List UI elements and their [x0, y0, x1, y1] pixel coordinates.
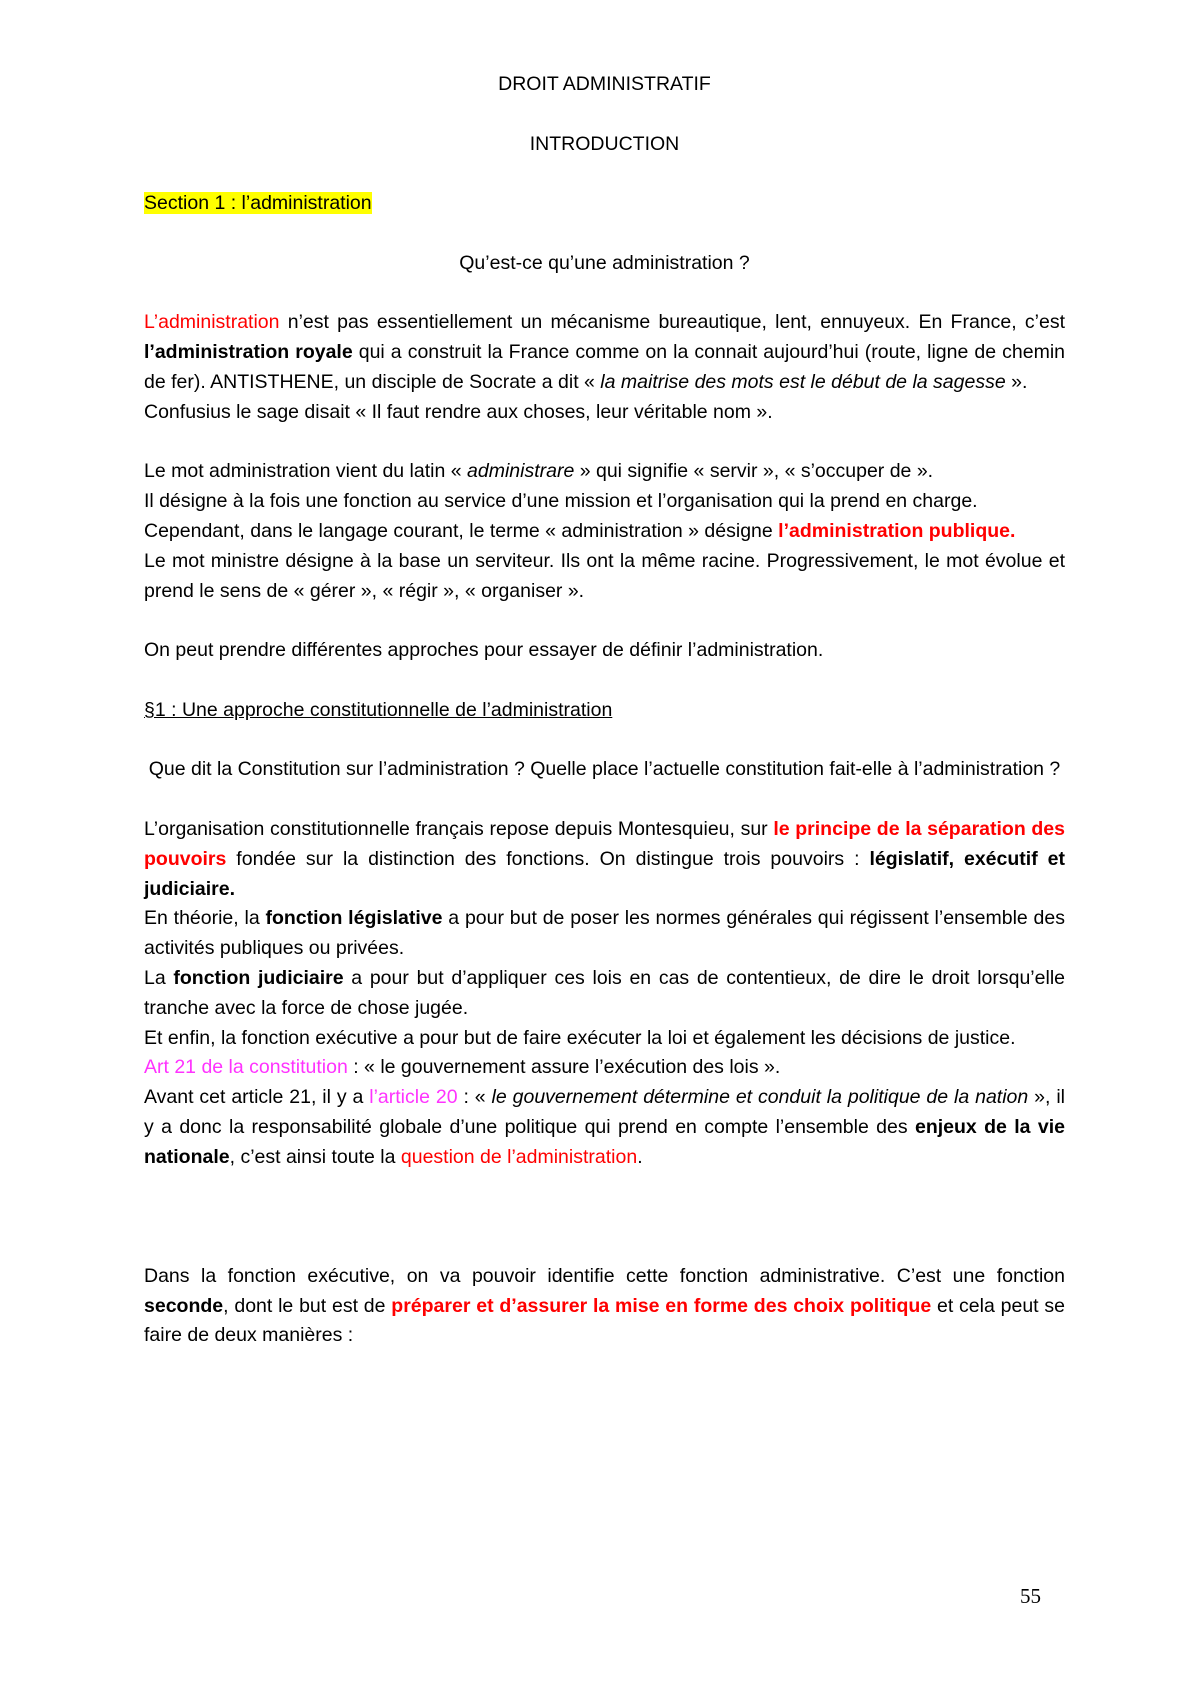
p13-ref: l’article 20: [369, 1086, 458, 1109]
p5-term: l’administration publique.: [778, 519, 1016, 542]
p3-latin: administrare: [467, 460, 575, 483]
p13-term: question de l’administration: [400, 1145, 638, 1168]
p13-text-b: : «: [457, 1086, 492, 1109]
subsection-heading: [144, 696, 1065, 726]
paragraph-5: [144, 517, 1065, 547]
p10-text-a: La: [144, 966, 174, 989]
p13-text-d: , c’est ainsi toute la: [229, 1145, 401, 1168]
p1-text-a: n’est pas essentiellement un mécanisme bureautique, lent, ennuyeux. En France, c’est: [279, 311, 1065, 334]
doc-subtitle: INTRODUCTION: [529, 132, 680, 155]
doc-title: DROIT ADMINISTRATIF: [498, 73, 711, 95]
paragraph-6: Le mot ministre désigne à la base un serviteur. Ils ont la même racine. Progressivement, le mot évolue et prend le sens de « gérer », « régir », « organiser ».: [144, 549, 1065, 602]
paragraph-2: Confusius le sage disait « Il faut rendre aux choses, leur véritable nom ».: [144, 400, 773, 423]
p3-text-b: » qui signifie « servir », « s’occuper de ».: [574, 460, 934, 483]
p1-quote: la maitrise des mots est le début de la sagesse: [600, 370, 1006, 393]
paragraph-11: Et enfin, la fonction exécutive a pour but de faire exécuter la loi et également les décisions de justice.: [144, 1026, 1016, 1049]
p10-bold: fonction judiciaire: [173, 966, 344, 989]
p14-term: préparer et d’assurer la mise en forme des choix politique: [391, 1294, 932, 1317]
p13-quote: le gouvernement détermine et conduit la politique de la nation: [491, 1086, 1029, 1109]
p10-text-b: a pour but d’appliquer ces lois en cas de contentieux, de dire le droit lorsqu’elle tranche avec la force de chose jugée.: [144, 966, 1065, 1019]
paragraph-4: Il désigne à la fois une fonction au service d’une mission et l’organisation qui la prend en charge.: [144, 490, 978, 513]
p1-text-c: ».: [1005, 370, 1028, 393]
p13-text-a: Avant cet article 21, il y a: [144, 1086, 370, 1109]
document-page: [144, 70, 1065, 1351]
p3-text-a: Le mot administration vient du latin «: [144, 460, 468, 483]
p8-bold: législatif, exécutif et judiciaire.: [144, 847, 1065, 900]
p1-term: L’administration: [144, 311, 280, 334]
paragraph-12: [144, 1053, 1065, 1083]
p12-text: : « le gouvernement assure l’exécution des lois ».: [347, 1056, 781, 1079]
paragraph-13: [144, 1083, 1065, 1172]
p8-term: le principe de la séparation des pouvoirs: [144, 817, 1065, 870]
paragraph-9: [144, 904, 1065, 964]
p13-bold: enjeux de la vie nationale: [144, 1115, 1065, 1168]
p1-bold: l’administration royale: [144, 341, 353, 364]
p9-text-a: En théorie, la: [144, 907, 266, 930]
p8-text-b: fondée sur la distinction des fonctions. On distingue trois pouvoirs :: [226, 847, 870, 870]
p12-ref: Art 21 de la constitution: [144, 1056, 348, 1079]
section-1-label: Section 1 : l’administration: [144, 192, 372, 215]
p13-text-c: », il y a donc la responsabilité globale d’une politique qui prend en compte l’ensemble des: [144, 1086, 1065, 1138]
paragraph-8: [144, 815, 1065, 904]
paragraph-3: [144, 457, 1065, 487]
heading-2-label: §1 : Une approche constitutionnelle de l’administration: [144, 698, 613, 721]
p9-bold: fonction législative: [265, 907, 443, 930]
p8-text-a: L’organisation constitutionnelle français repose depuis Montesquieu, sur: [144, 817, 774, 840]
p5-text: Cependant, dans le langage courant, le terme « administration » désigne: [144, 519, 779, 542]
p14-text-a: Dans la fonction exécutive, on va pouvoir identifie cette fonction administrative. C’est une fonction: [144, 1264, 1065, 1287]
paragraph-1: [144, 308, 1065, 397]
question-1: Qu’est-ce qu’une administration ?: [459, 251, 750, 274]
p14-bold: seconde: [144, 1294, 224, 1317]
p14-text-c: et cela peut se faire de deux manières :: [144, 1294, 1065, 1347]
p14-text-b: , dont le but est de: [223, 1294, 392, 1317]
paragraph-10: [144, 964, 1065, 1024]
question-2: Que dit la Constitution sur l’administration ? Quelle place l’actuelle constitution fait-elle à l’administration ?: [148, 758, 1061, 781]
p1-text-b: qui a construit la France comme on la connait aujourd’hui (route, ligne de chemin de fer). ANTISTHENE, un disciple de Socrate a dit «: [144, 341, 1065, 393]
section-heading: [144, 189, 1065, 219]
paragraph-7: On peut prendre différentes approches pour essayer de définir l’administration.: [144, 639, 824, 662]
page-number: 55: [1020, 1584, 1041, 1608]
paragraph-14: [144, 1262, 1065, 1351]
p9-text-b: a pour but de poser les normes générales qui régissent l’ensemble des activités publiques ou privées.: [144, 907, 1065, 960]
p13-text-e: .: [637, 1145, 643, 1168]
